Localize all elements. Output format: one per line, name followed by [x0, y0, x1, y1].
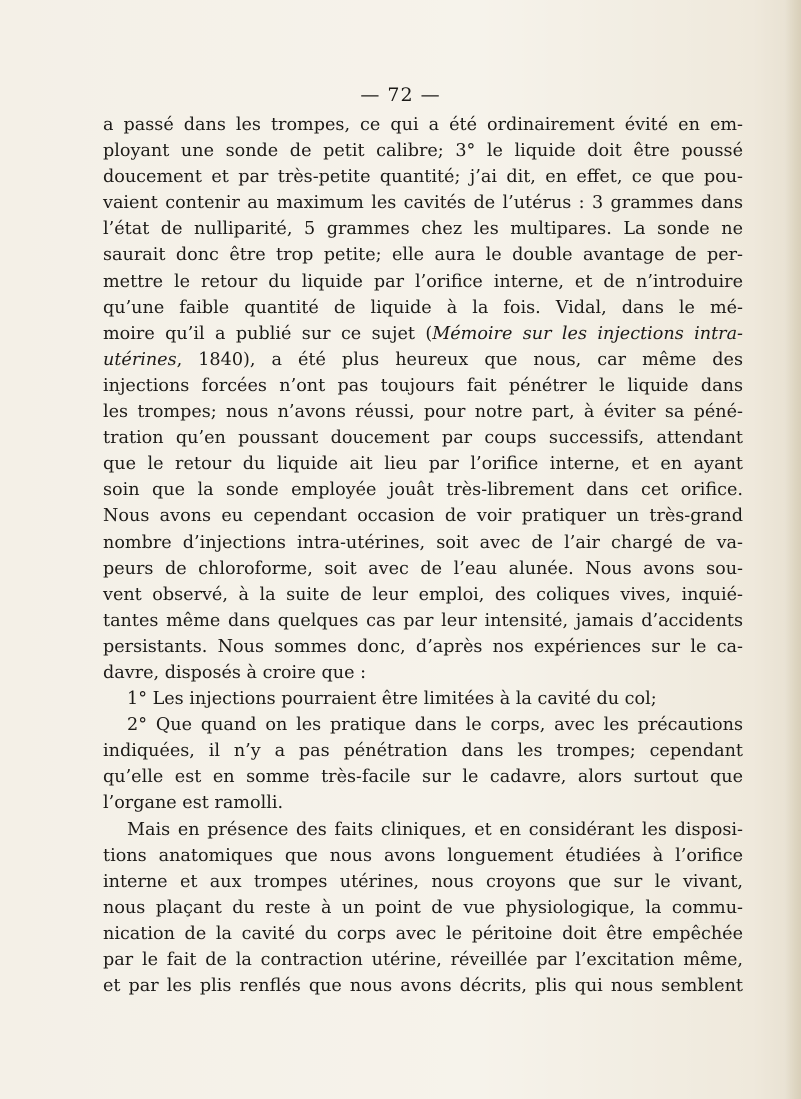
text-line: Nous avons eu cependant occasion de voir pratiquer un très-grand — [103, 506, 743, 527]
text-line: davre, disposés à croire que : — [103, 662, 367, 683]
text-line: doucement et par très-petite quantité; j’ai dit, en effet, ce que pou- — [103, 167, 743, 188]
text-segment: moire qu’il a publié sur ce sujet ( — [103, 323, 433, 344]
text-line: nication de la cavité du corps avec le péritoine doit être empêchée — [103, 923, 743, 944]
text-line: 1° Les injections pourraient être limitées à la cavité du col; — [127, 689, 657, 710]
text-line: nombre d’injections intra-utérines, soit avec de l’air chargé de va- — [103, 532, 743, 553]
text-line: que le retour du liquide ait lieu par l’orifice interne, et en ayant — [103, 454, 743, 475]
page-number: — 72 — — [360, 84, 441, 106]
text-line: interne et aux trompes utérines, nous croyons que sur le vivant, — [103, 871, 743, 892]
text-line — [103, 321, 743, 347]
text-line: tantes même dans quelques cas par leur intensité, jamais d’accidents — [103, 610, 743, 631]
text-segment: , 1840), a été plus heureux que nous, car même des — [176, 349, 743, 370]
italic-title: Mémoire sur les injections intra- — [432, 323, 744, 344]
text-line: tration qu’en poussant doucement par coups successifs, attendant — [103, 428, 743, 449]
text-line: soin que la sonde employée jouât très-librement dans cet orifice. — [103, 480, 743, 501]
text-line: les trompes; nous n’avons réussi, pour notre part, à éviter sa péné- — [103, 402, 743, 423]
text-line: et par les plis renflés que nous avons décrits, plis qui nous semblent — [103, 976, 743, 997]
text-line: indiquées, il n’y a pas pénétration dans les trompes; cependant — [103, 741, 743, 762]
text-line: l’organe est ramolli. — [103, 793, 284, 814]
text-line: 2° Que quand on les pratique dans le corps, avec les précautions — [127, 715, 743, 736]
body-text — [103, 112, 743, 999]
page-edge-shadow — [785, 0, 801, 1099]
text-line: vent observé, à la suite de leur emploi, des coliques vives, inquié- — [103, 584, 743, 605]
text-line: Mais en présence des faits cliniques, et en considérant les disposi- — [127, 819, 743, 840]
text-line: vaient contenir au maximum les cavités de l’utérus : 3 grammes dans — [103, 193, 743, 214]
text-line: tions anatomiques que nous avons longuement étudiées à l’orifice — [103, 845, 743, 866]
text-line: nous plaçant du reste à un point de vue physiologique, la commu- — [103, 897, 743, 918]
text-line: peurs de chloroforme, soit avec de l’eau alunée. Nous avons sou- — [103, 558, 743, 579]
text-line: mettre le retour du liquide par l’orifice interne, et de n’introduire — [103, 271, 743, 292]
text-line: saurait donc être trop petite; elle aura le double avantage de per- — [103, 245, 743, 266]
text-line — [103, 347, 743, 373]
text-line: persistants. Nous sommes donc, d’après nos expériences sur le ca- — [103, 636, 743, 657]
text-line: par le fait de la contraction utérine, réveillée par l’excitation même, — [103, 950, 743, 970]
text-line: a passé dans les trompes, ce qui a été ordinairement évité en em- — [103, 115, 743, 135]
text-line: injections forcées n’ont pas toujours fait pénétrer le liquide dans — [103, 375, 743, 396]
text-line: l’état de nulliparité, 5 grammes chez les multipares. La sonde ne — [103, 219, 743, 240]
text-line: qu’une faible quantité de liquide à la fois. Vidal, dans le mé- — [103, 297, 743, 318]
text-line: ployant une sonde de petit calibre; 3° le liquide doit être poussé — [103, 141, 743, 162]
italic-title: utérines — [103, 349, 177, 370]
text-line: qu’elle est en somme très-facile sur le cadavre, alors surtout que — [103, 767, 743, 788]
